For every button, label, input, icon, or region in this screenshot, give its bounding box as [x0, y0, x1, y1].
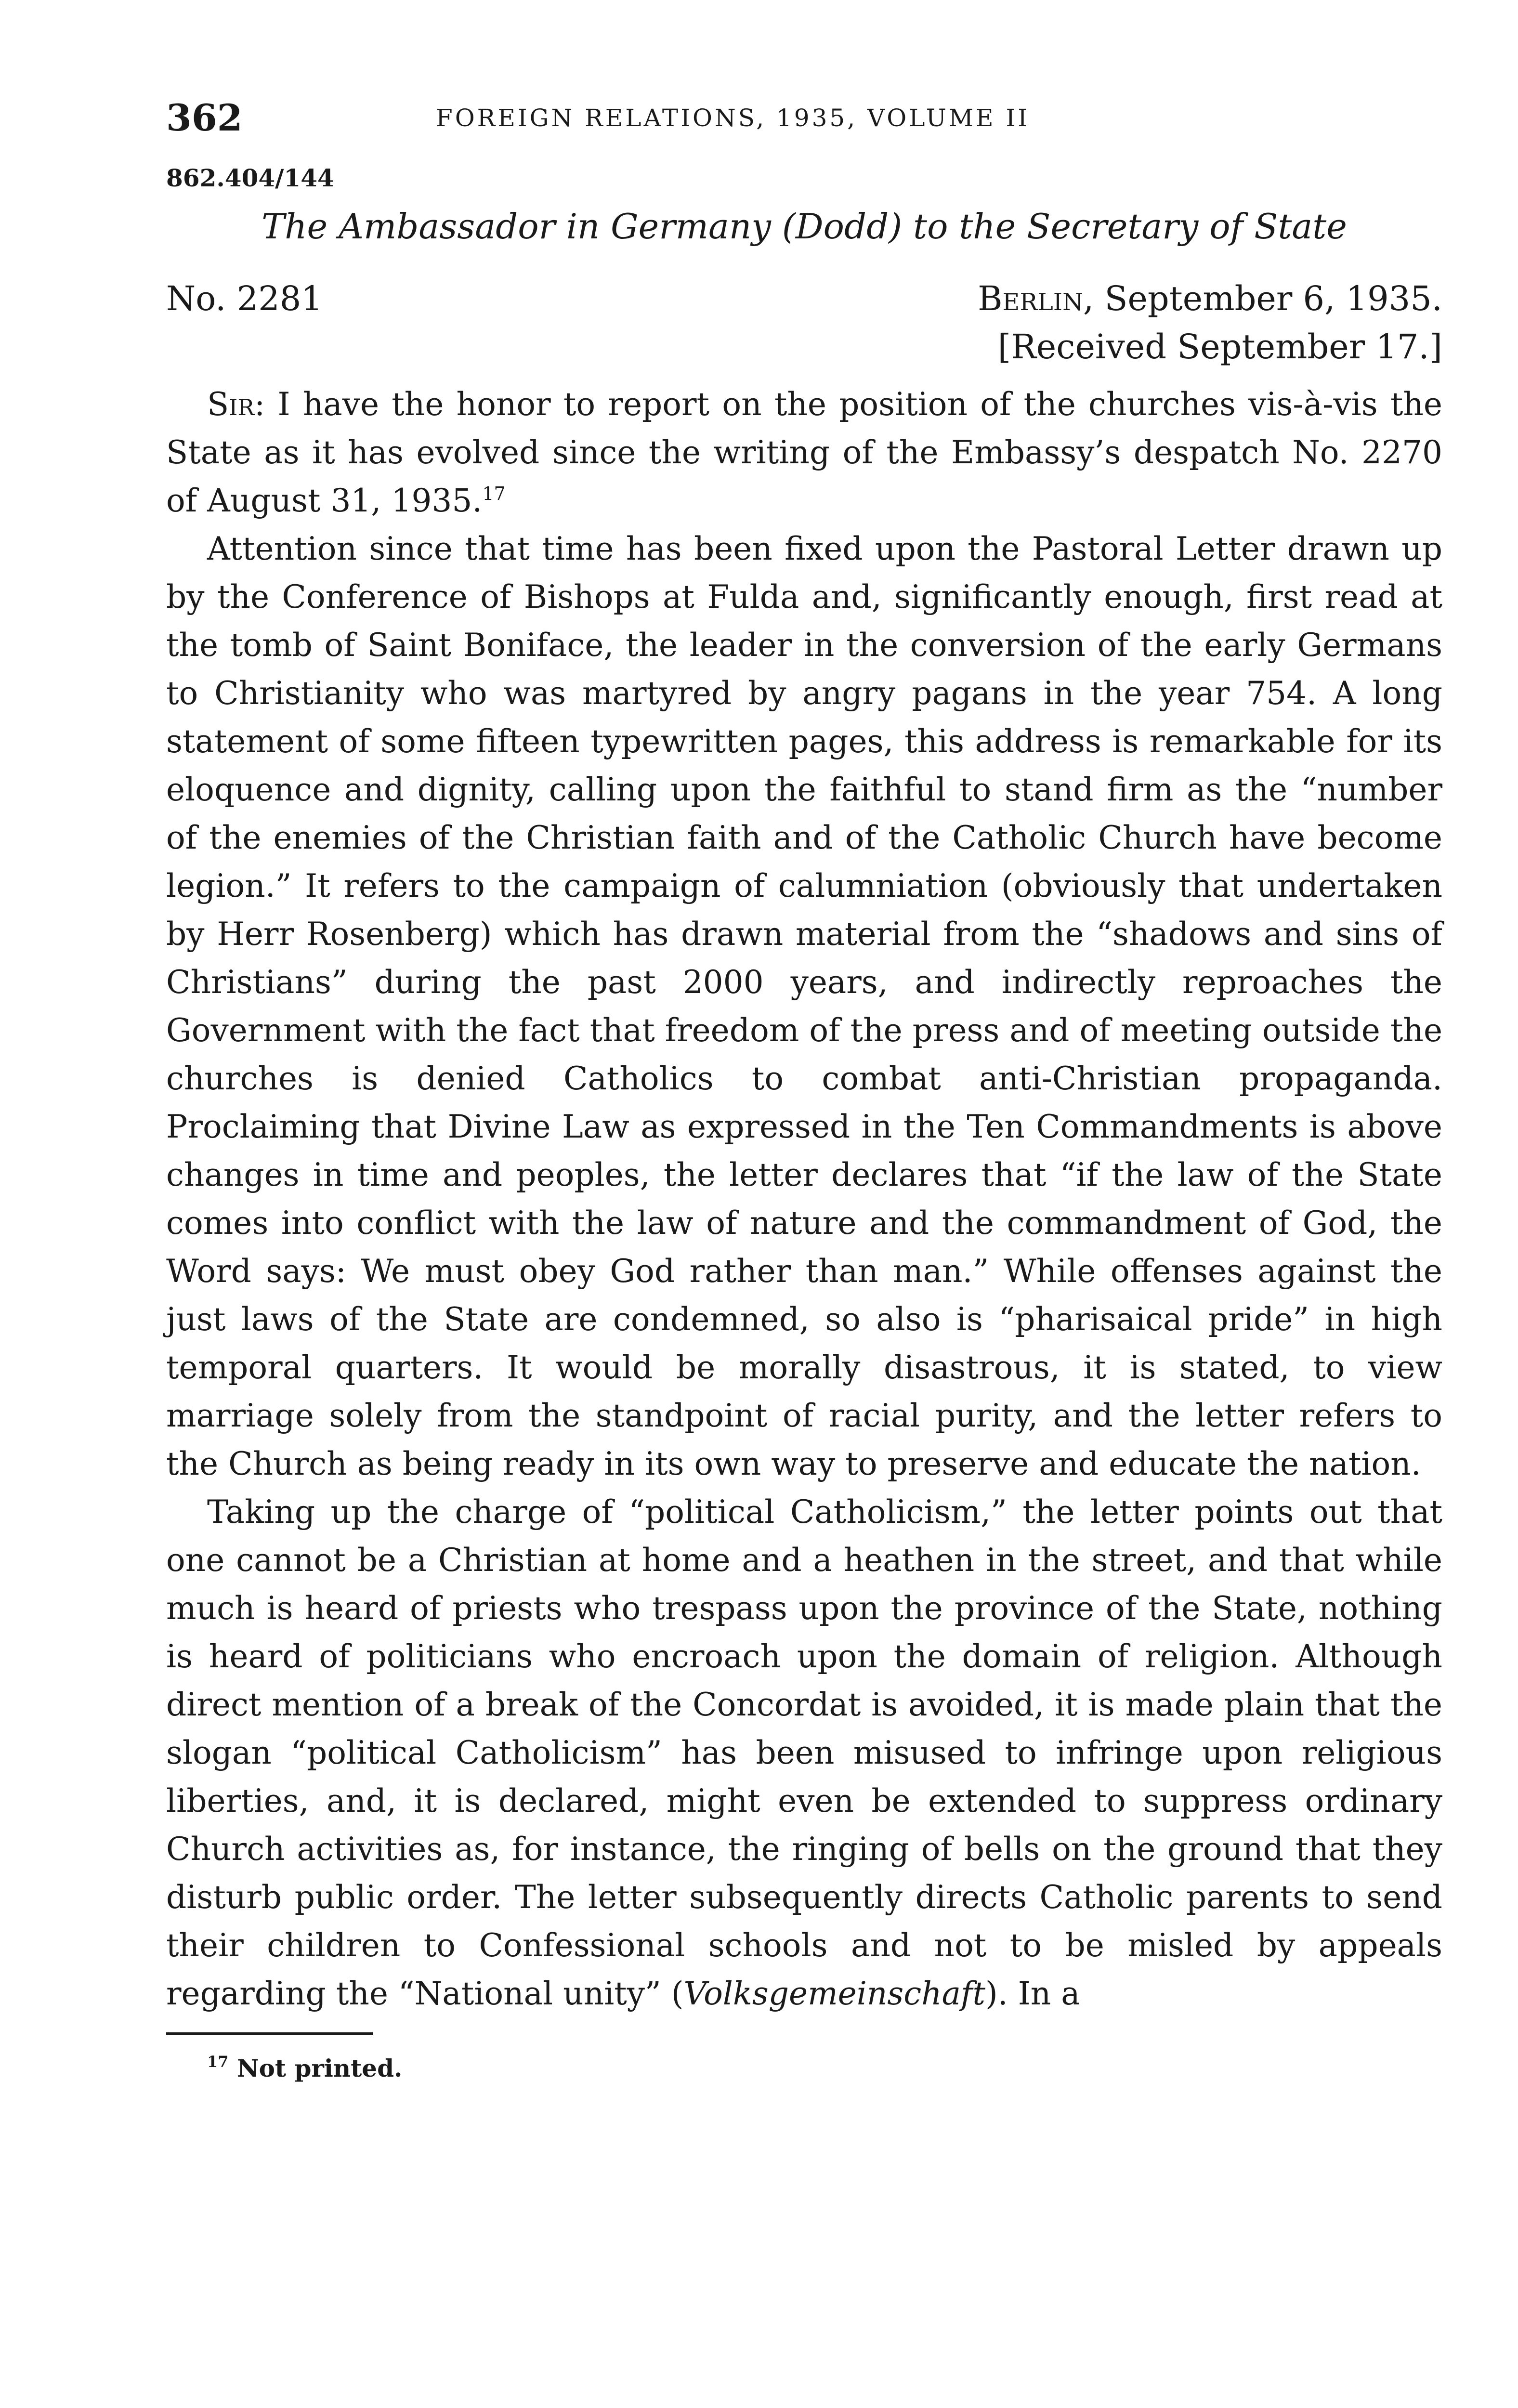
footnote-marker: 17 — [207, 2053, 229, 2071]
place-and-date — [978, 275, 1442, 323]
paragraph-1-text: : I have the honor to report on the position of the churches vis-à-vis the State as it has evolved since the writing of the Embassy’s despatch No. 2270 of August 31, 1935. — [166, 386, 1442, 519]
letter-body — [166, 380, 1442, 2018]
place: Berlin — [978, 279, 1083, 318]
date: , September 6, 1935. — [1083, 279, 1442, 318]
paragraph-1 — [166, 380, 1442, 525]
italic-term: Volksgemeinschaft — [683, 1975, 985, 2012]
document-title: The Ambassador in Germany (Dodd) to the Secretary of State — [262, 206, 1347, 247]
footnote-divider — [166, 2032, 373, 2035]
paragraph-3-tail: ). In a — [985, 1975, 1080, 2012]
received-date: [Received September 17.] — [997, 327, 1442, 366]
footnote-reference: 17 — [482, 483, 506, 504]
footnote-text: Not printed. — [236, 2054, 403, 2082]
paragraph-3 — [166, 1488, 1442, 2018]
document-page — [166, 94, 1442, 2090]
salutation: Sir — [207, 386, 255, 423]
running-head — [166, 94, 1442, 142]
page-number: 362 — [166, 96, 243, 139]
paragraph-3-text: Taking up the charge of “political Catholicism,” the letter points out that one cannot be a Christian at home and a heathen in the street, and that while much is heard of priests who trespass upon the province of the State, nothing is heard of politicians who encroach upon the domain of religion. Although direct mention of a break of the Concordat is avoided, it is made plain that the slogan “political Catholicism” has been misused to infringe upon religious liberties, and, it is declared, might even be extended to suppress ordinary Church activities as, for instance, the ringing of bells on the ground that they disturb public order. The letter subsequently directs Catholic parents to send their children to Confessional schools and not to be misled by appeals regarding the “National unity” ( — [166, 1493, 1442, 2012]
paragraph-2: Attention since that time has been fixed upon the Pastoral Letter drawn up by the Conference of Bishops at Fulda and, significantly enough, first read at the tomb of Saint Boniface, the leader in the conversion of the early Germans to Christianity who was martyred by angry pagans in the year 754. A long statement of some fifteen typewritten pages, this address is remarkable for its eloquence and dignity, calling upon the faithful to stand firm as the “number of the enemies of the Christian faith and of the Catholic Church have become legion.” It refers to the campaign of calumniation (obviously that undertaken by Herr Rosenberg) which has drawn material from the “shadows and sins of Christians” during the past 2000 years, and indirectly reproaches the Government with the fact that freedom of the press and of meeting outside the churches is denied Catholics to combat anti-Christian propaganda. Proclaiming that Divine Law as expressed in the Ten Commandments is above changes in time and peoples, the letter declares that “if the law of the State comes into conflict with the law of nature and the commandment of God, the Word says: We must obey God rather than man.” While offenses against the just laws of the State are condemned, so also is “pharisaical pride” in high temporal quarters. It would be morally disastrous, it is stated, to view marriage solely from the standpoint of racial purity, and the letter refers to the Church as being ready in its own way to preserve and educate the nation. — [166, 530, 1442, 1482]
running-title: FOREIGN RELATIONS, 1935, VOLUME II — [436, 104, 1030, 132]
footnote — [207, 2047, 1442, 2090]
despatch-number: No. 2281 — [166, 279, 323, 318]
dateline — [166, 275, 1442, 380]
file-number: 862.404/144 — [166, 164, 334, 192]
